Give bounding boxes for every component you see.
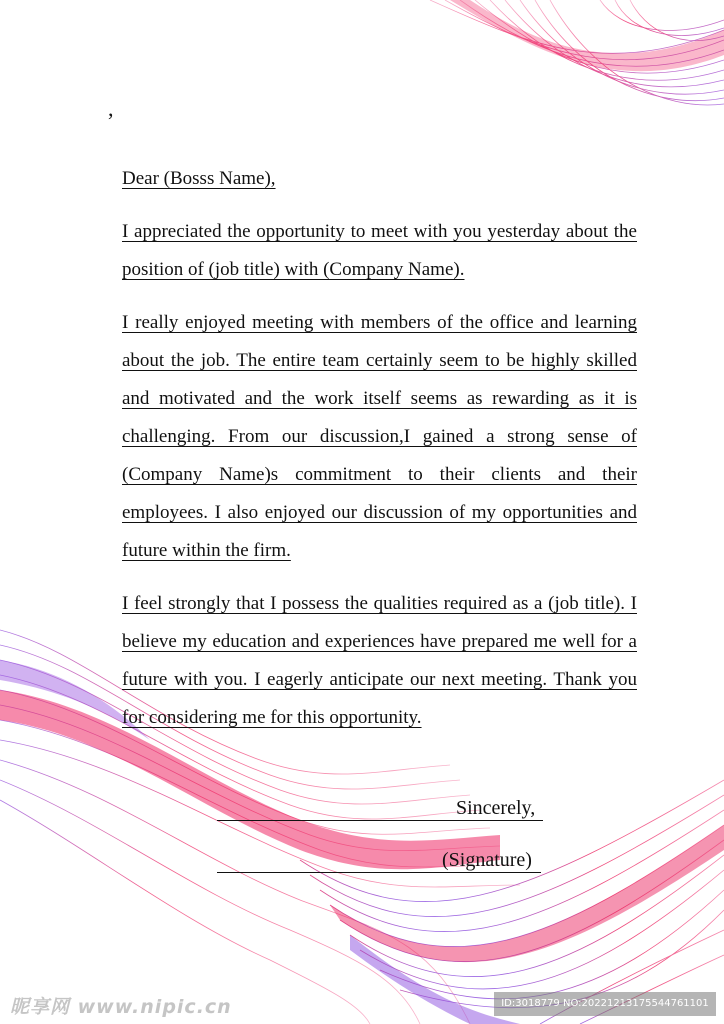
paragraph-2: I really enjoyed meeting with members of the office and learning about the job. The entire team certainly seem to be highly skilled and motivated and the work itself seems as rewarding as it is challenging. From our discussion,I gained a strong sense of (Company Name)s commitment to their clients and their employees. I also enjoyed our discussion of my opportunities and future within the firm. <box>122 312 637 561</box>
paragraph-3: I feel strongly that I possess the qualities required as a (job title). I believe my education and experiences have prepared me well for a future with you. I eagerly anticipate our next meeting. Thank you for considering me for this opportunity. <box>122 593 637 728</box>
signature-text: (Signature) <box>442 849 532 871</box>
signature-line <box>217 872 541 873</box>
site-watermark: 昵享网 www.nipic.cn <box>10 996 232 1018</box>
letter-body <box>122 160 637 752</box>
salutation: Dear (Bosss Name), <box>122 168 276 189</box>
closing-line <box>217 820 543 821</box>
closing-text: Sincerely, <box>456 797 536 819</box>
paragraph-1: I appreciated the opportunity to meet with you yesterday about the position of (job title) with (Company Name). <box>122 221 637 280</box>
image-id-bar: ID:3018779 NO:20221213175544761101 <box>494 992 716 1016</box>
stray-comma-mark: , <box>108 96 114 121</box>
